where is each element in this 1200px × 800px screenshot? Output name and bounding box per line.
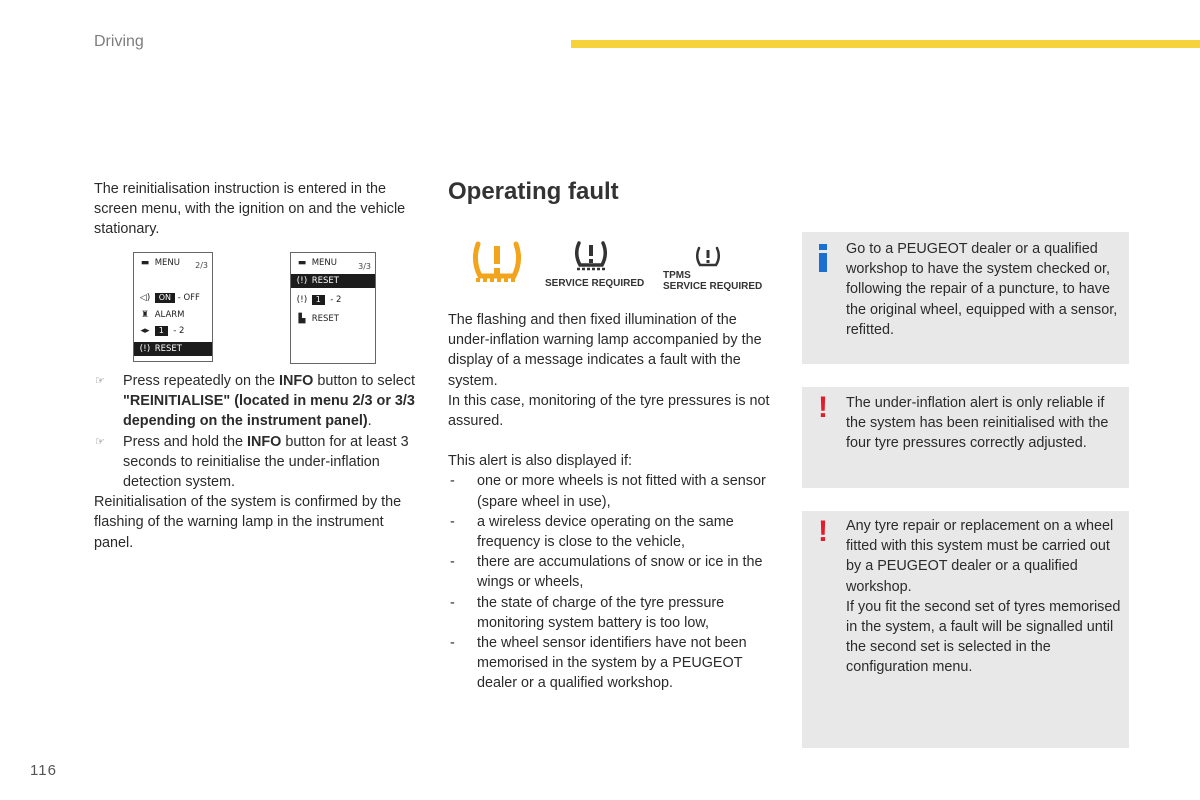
warning-box-text: The under-inflation alert is only reliable if the system has been reinitialised with the four tyre pressures correctly adjusted. bbox=[846, 395, 1109, 452]
fault-paragraph: The flashing and then fixed illumination of the under-inflation warning lamp accompanied by the display of a message indicates a fault with the system. bbox=[448, 312, 762, 389]
service-required-lamp-icon bbox=[573, 239, 609, 271]
menu-screen-2-of-3 bbox=[133, 252, 213, 362]
section-title: Driving bbox=[94, 33, 144, 50]
menu-icon: ▬ bbox=[140, 258, 150, 268]
fault-paragraph: In this case, monitoring of the tyre pressures is not assured. bbox=[448, 392, 770, 430]
info-box-text: Go to a PEUGEOT dealer or a qualified workshop to have the system checked or, following the repair of a puncture, to have the original wheel, equipped with a sensor, refitted. bbox=[846, 241, 1118, 338]
menu-row-factory-reset: ▙ RESET bbox=[295, 312, 339, 326]
tyre-warning-icon: (!) bbox=[296, 276, 308, 286]
warning-box bbox=[802, 511, 1129, 748]
pointing-hand-icon: ☞ bbox=[95, 375, 105, 387]
menu-screen-3-of-3 bbox=[290, 252, 376, 364]
list-item: - there are accumulations of snow or ice in the wings or wheels, bbox=[448, 552, 778, 592]
instruction-step: ☞ Press and hold the INFO button for at least 3 seconds to reinitialise the under-inflation detection system. bbox=[95, 433, 409, 491]
operating-fault-body bbox=[448, 310, 778, 694]
tpms-label: TPMS bbox=[663, 270, 691, 281]
alert-conditions-list bbox=[448, 471, 778, 693]
arrows-icon: ◂▸ bbox=[140, 326, 150, 336]
alarm-icon: ♜ bbox=[140, 310, 150, 320]
list-item: - the state of charge of the tyre pressure monitoring system battery is too low, bbox=[448, 593, 778, 633]
section-heading: Operating fault bbox=[448, 178, 619, 205]
menu-header: ▬ MENU bbox=[138, 256, 180, 270]
tpms-lamp-icon bbox=[695, 246, 721, 268]
info-box bbox=[802, 232, 1129, 364]
service-required-label: SERVICE REQUIRED bbox=[545, 278, 645, 289]
header-accent-bar bbox=[571, 40, 1200, 48]
tyre-warning-icon: (!) bbox=[296, 295, 308, 305]
menu-page-indicator: 3/3 bbox=[358, 262, 371, 271]
menu-row-alarm: ♜ ALARM bbox=[138, 308, 185, 322]
menu-row-selector: (!) 1 - 2 bbox=[296, 295, 342, 305]
menu-header: ▬ MENU bbox=[295, 256, 337, 270]
intro-paragraph: The reinitialisation instruction is entered in the screen menu, with the ignition on and the vehicle stationary. bbox=[94, 181, 406, 238]
menu-row-reset-highlighted: (!) RESET bbox=[291, 274, 375, 288]
menu-icon: ▬ bbox=[297, 258, 307, 268]
tpms-service-required-label: SERVICE REQUIRED bbox=[663, 281, 763, 292]
info-icon bbox=[819, 244, 827, 272]
list-item: - the wheel sensor identifiers have not been memorised in the system by a PEUGEOT dealer or a qualified workshop. bbox=[448, 633, 778, 694]
speaker-icon: ◁) bbox=[139, 293, 151, 303]
tyre-warning-icon: (!) bbox=[139, 344, 151, 354]
instruction-step: ☞ Press repeatedly on the INFO button to select "REINITIALISE" (located in menu 2/3 or 3/3 depending on the instrument panel). bbox=[95, 373, 415, 430]
pointing-hand-icon: ☞ bbox=[95, 435, 105, 448]
warning-box-text: Any tyre repair or replacement on a wheel fitted with this system must be carried out by a PEUGEOT dealer or a qualified workshop. If you fit the second set of tyres memorised in the system, a fault will be signalled until the second set is selected in the configuration menu. bbox=[846, 518, 1121, 676]
menu-page-indicator: 2/3 bbox=[195, 261, 208, 270]
menu-row-selector: ◂▸ 1 - 2 bbox=[138, 324, 184, 338]
menu-row-reset: (!) RESET bbox=[134, 342, 212, 356]
under-inflation-lamp-icon bbox=[470, 238, 524, 284]
alert-intro: This alert is also displayed if: bbox=[448, 453, 632, 470]
warning-box bbox=[802, 387, 1129, 488]
confirmation-paragraph: Reinitialisation of the system is confirmed by the flashing of the warning lamp in the instrument panel. bbox=[94, 494, 402, 551]
menu-row-volume: ◁) ON - OFF bbox=[139, 293, 200, 303]
warning-lamps-row bbox=[470, 238, 770, 298]
exclamation-icon: ! bbox=[818, 391, 828, 424]
instruction-list bbox=[94, 371, 424, 553]
page-number: 116 bbox=[30, 762, 57, 779]
factory-icon: ▙ bbox=[298, 314, 306, 324]
exclamation-icon: ! bbox=[818, 515, 828, 548]
list-item: - one or more wheels is not fitted with a sensor (spare wheel in use), bbox=[448, 471, 778, 511]
list-item: - a wireless device operating on the same frequency is close to the vehicle, bbox=[448, 512, 778, 552]
